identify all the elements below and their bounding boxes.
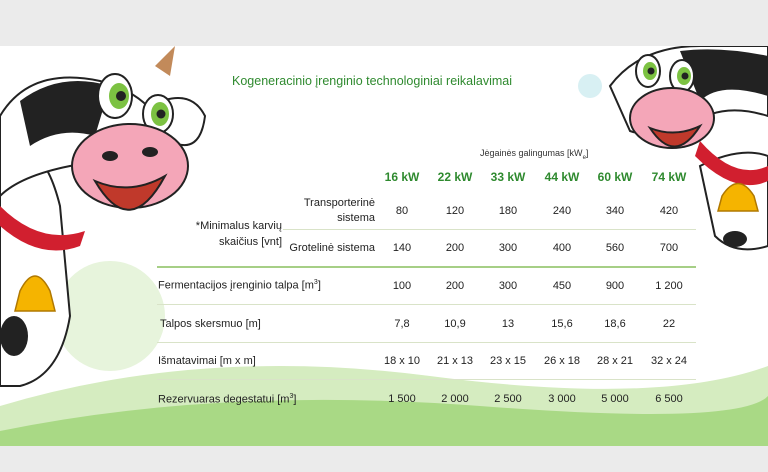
table-cell: 13 xyxy=(501,318,515,330)
cow-right-illustration xyxy=(610,46,768,249)
row-label-text: Fermentacijos įrenginio talpa [m xyxy=(158,279,314,292)
bg-bubble xyxy=(55,261,165,371)
row-divider xyxy=(157,342,696,343)
table-cell: 140 xyxy=(392,242,412,254)
table-cell: 22 xyxy=(662,318,676,330)
table-cell: 7,8 xyxy=(394,318,410,330)
table-cell: 18 x 10 xyxy=(383,355,421,367)
table-cell: 400 xyxy=(552,242,572,254)
table-cell: 450 xyxy=(552,280,572,292)
bg-bubble xyxy=(578,74,602,98)
column-header: 16 kW xyxy=(384,170,420,184)
table-cell: 1 200 xyxy=(655,280,683,292)
table-cell: 2 000 xyxy=(441,393,469,405)
column-header: 44 kW xyxy=(544,170,580,184)
table-cell: 420 xyxy=(659,205,679,217)
column-header: 60 kW xyxy=(597,170,633,184)
table-cell: 100 xyxy=(392,280,412,292)
row-divider xyxy=(157,379,696,380)
row-label-transporter xyxy=(280,196,375,226)
row-label-sup: 3 xyxy=(289,393,294,400)
table-cell: 200 xyxy=(445,280,465,292)
bottom-band xyxy=(0,446,768,472)
table-cell: 300 xyxy=(498,242,518,254)
row-label-line1: Transporterinė xyxy=(303,197,375,209)
table-cell: 23 x 15 xyxy=(489,355,527,367)
column-header: 22 kW xyxy=(437,170,473,184)
table-cell: 26 x 18 xyxy=(543,355,581,367)
row-label-reservoir xyxy=(158,393,296,406)
power-header-close: ] xyxy=(585,148,589,158)
table-cell: 18,6 xyxy=(604,318,626,330)
power-header-sub: e xyxy=(582,154,586,161)
table-cell: 120 xyxy=(445,205,465,217)
table-cell: 700 xyxy=(659,242,679,254)
table-cell: 32 x 24 xyxy=(650,355,688,367)
top-band xyxy=(0,0,768,46)
table-cell: 900 xyxy=(605,280,625,292)
table-cell: 5 000 xyxy=(601,393,629,405)
row-divider xyxy=(157,304,696,305)
column-header: 33 kW xyxy=(490,170,526,184)
group-label xyxy=(172,218,282,250)
column-header: 74 kW xyxy=(651,170,687,184)
table-cell: 2 500 xyxy=(494,393,522,405)
table-cell: 10,9 xyxy=(444,318,466,330)
row-label-dimensions: Išmatavimai [m x m] xyxy=(158,355,256,367)
table-cell: 560 xyxy=(605,242,625,254)
row-label-end: ] xyxy=(293,393,297,406)
table-cell: 180 xyxy=(498,205,518,217)
group-label-line2: skaičius [vnt] xyxy=(219,236,282,248)
row-label-text: Rezervuaras degestatui [m xyxy=(158,393,290,406)
slide-title: Kogeneracinio įrenginio technologiniai reikalavimai xyxy=(232,74,513,88)
table-cell: 28 x 21 xyxy=(596,355,634,367)
table-cell: 6 500 xyxy=(655,393,683,405)
power-header xyxy=(480,148,588,161)
group-label-line1: *Minimalus karvių xyxy=(195,220,282,232)
table-cell: 21 x 13 xyxy=(436,355,474,367)
row-label-line2: sistema xyxy=(337,212,375,224)
slide xyxy=(0,46,768,446)
table-cell: 200 xyxy=(445,242,465,254)
row-divider xyxy=(157,266,696,268)
table-cell: 15,6 xyxy=(551,318,573,330)
row-divider xyxy=(283,229,696,230)
power-header-text: Jėgainės galingumas [kW xyxy=(480,148,583,158)
table-cell: 340 xyxy=(605,205,625,217)
row-label-end: ] xyxy=(317,279,321,292)
row-label-diameter: Talpos skersmuo [m] xyxy=(160,318,261,330)
table-cell: 3 000 xyxy=(548,393,576,405)
table-cell: 240 xyxy=(552,205,572,217)
table-cell: 300 xyxy=(498,280,518,292)
table-cell: 80 xyxy=(395,205,409,217)
row-label-fermentation xyxy=(158,279,321,292)
row-label-grate: Grotelinė sistema xyxy=(289,242,375,254)
table-cell: 1 500 xyxy=(388,393,416,405)
row-label-sup: 3 xyxy=(313,279,318,286)
